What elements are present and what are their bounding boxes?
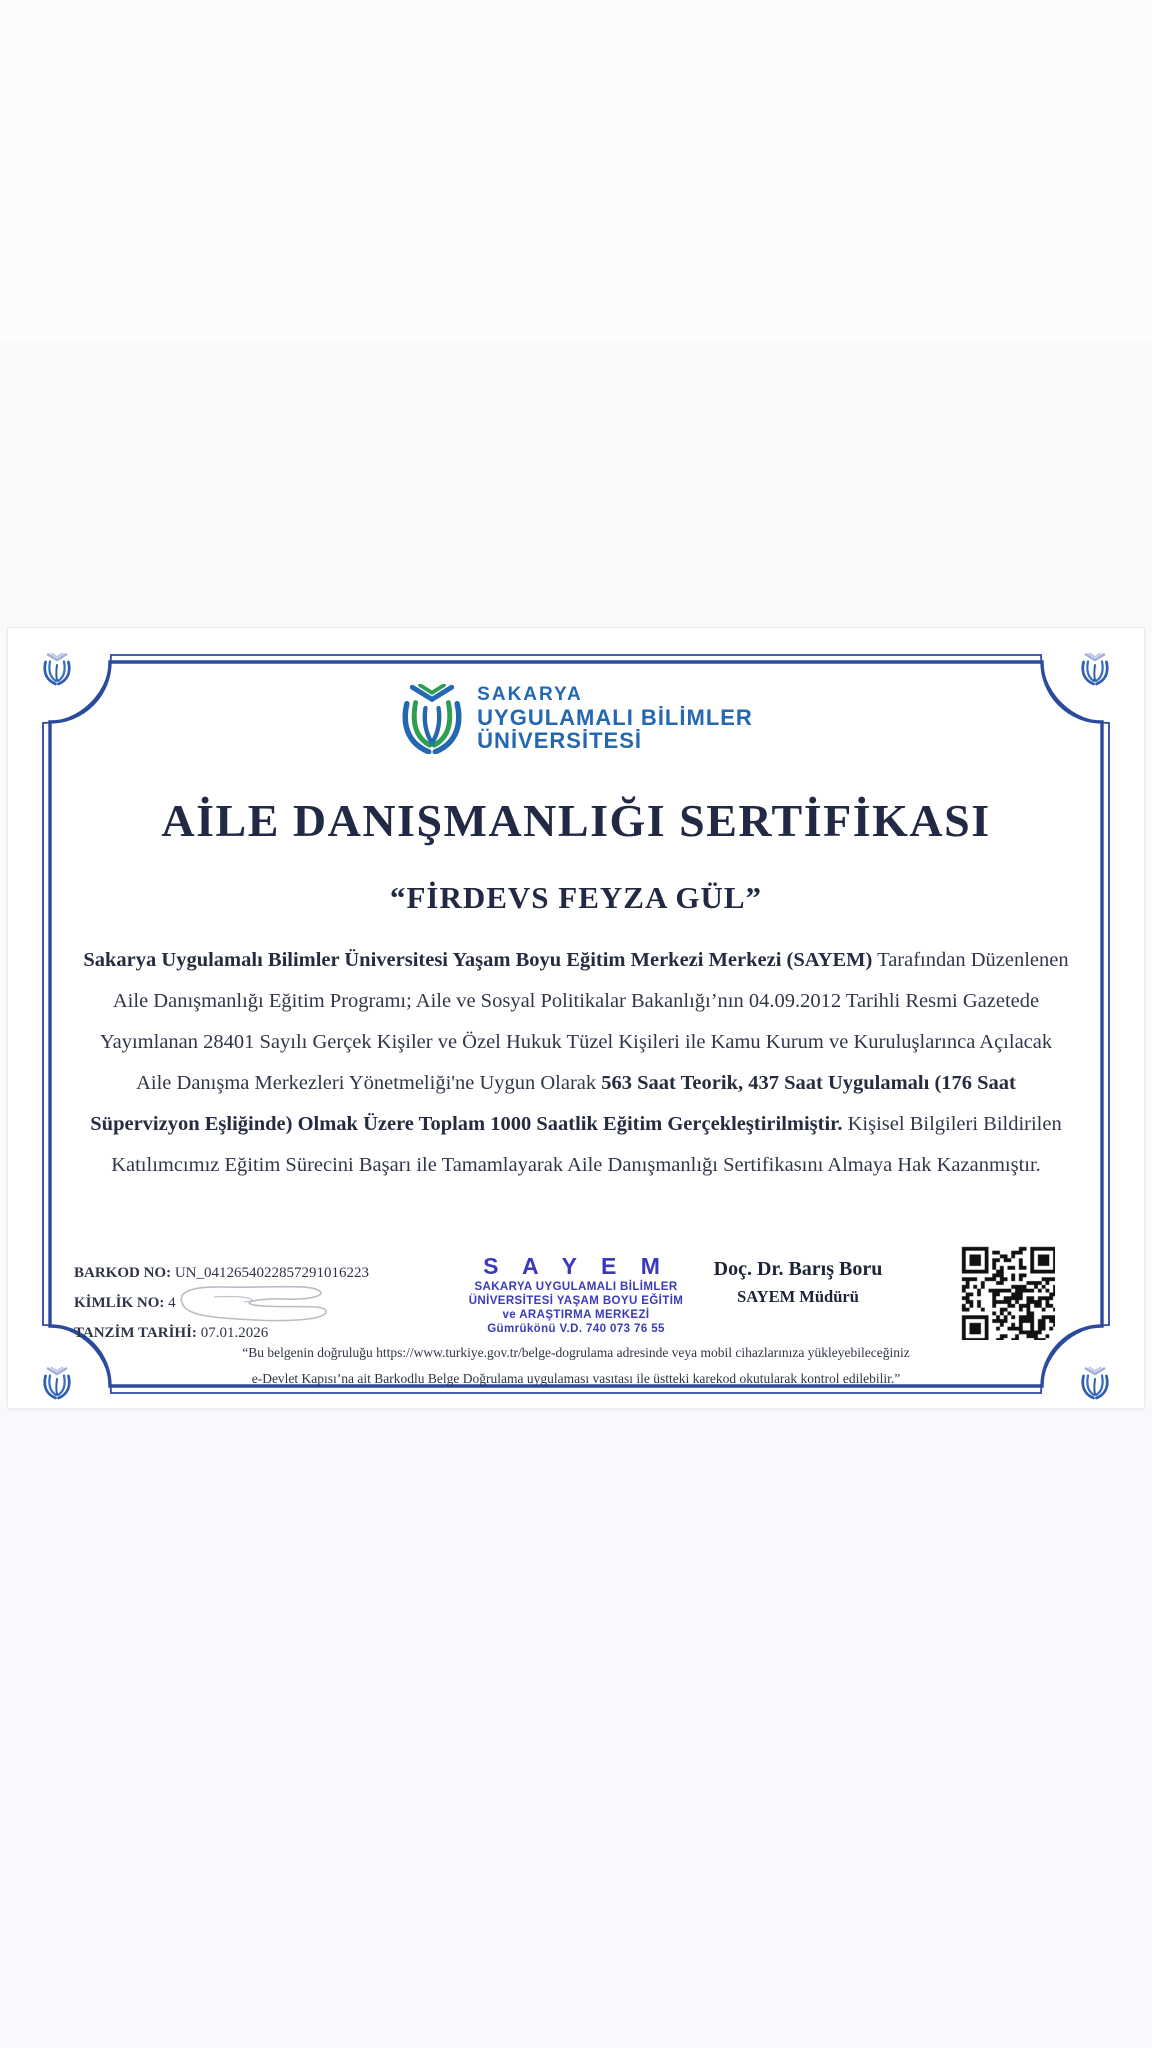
- kimlik-redaction-scribble: [174, 1280, 334, 1324]
- stamp-line2: SAKARYA UYGULAMALI BİLİMLER: [474, 1281, 678, 1294]
- stamp-line4: ve ARAŞTIRMA MERKEZİ: [502, 1309, 650, 1322]
- kimlik-no-row: [74, 1288, 369, 1318]
- tanzim-tarihi-label: TANZİM TARİHİ:: [74, 1325, 197, 1341]
- stamp-sayem-title: S A Y E M: [483, 1253, 669, 1279]
- signature-block: [648, 1258, 948, 1307]
- certificate-body-text: [56, 940, 1096, 1186]
- tanzim-tarihi-value: 07.01.2026: [196, 1325, 269, 1341]
- stamp-line5: Gümrükönü V.D. 740 073 76 55: [487, 1323, 665, 1336]
- body-text-line: Aile Danışmanlığı Eğitim Programı; Aile ve Sosyal Politikalar Bakanlığı’nın 04.09.2012 Tarihli Resmi Gazetede: [112, 990, 1040, 1012]
- barkod-no-value: UN_0412654022857291016223: [171, 1265, 370, 1281]
- verification-qr-code: [960, 1245, 1055, 1340]
- barkod-no-label: BARKOD NO:: [74, 1265, 172, 1281]
- verification-footer-line1: “Bu belgenin doğruluğu https://www.turkiye.gov.tr/belge-dogrulama adresinde veya mobil cihazlarınıza yükleyebileceğiniz: [242, 1345, 910, 1360]
- document-identifiers: [74, 1258, 369, 1348]
- body-text-line: Yayımlanan 28401 Sayılı Gerçek Kişiler ve Özel Hukuk Tüzel Kişileri ile Kamu Kurum ve Kuruluşlarınca Açılacak: [99, 1031, 1053, 1053]
- university-name-line2: UYGULAMALI BİLİMLER: [477, 704, 753, 730]
- verification-footer-line2: e-Devlet Kapısı’na ait Barkodlu Belge Doğrulama uygulaması vasıtası ile üstteki karekod okutularak kontrol edilebilir.”: [251, 1371, 901, 1386]
- body-text-line: Aile Danışma Merkezleri Yönetmeliği'ne Uygun Olarak 563 Saat Teorik, 437 Saat Uygulamalı (176 Saat: [136, 1072, 1016, 1094]
- university-name: [477, 685, 753, 753]
- stamp-line3: ÜNİVERSİTESİ YAŞAM BOYU EĞİTİM: [468, 1295, 684, 1308]
- body-text-line: Sakarya Uygulamalı Bilimler Üniversitesi Yaşam Boyu Eğitim Merkezi Merkezi (SAYEM) Tarafından Düzenlenen: [83, 949, 1069, 971]
- certificate-document: [8, 628, 1144, 1408]
- body-text-line: Süpervizyon Eşliğinde) Olmak Üzere Toplam 1000 Saatlik Eğitim Gerçekleştirilmiştir. Kişisel Bilgileri Bildirilen: [90, 1113, 1062, 1135]
- recipient-name: “FİRDEVS FEYZA GÜL”: [389, 880, 763, 915]
- university-tulip-icon: [399, 684, 465, 754]
- body-text-line: Katılımcımız Eğitim Sürecini Başarı ile Tamamlayarak Aile Danışmanlığı Sertifikasını Almaya Hak Kazanmıştır.: [111, 1154, 1041, 1176]
- signatory-name: Doç. Dr. Barış Boru: [713, 1258, 883, 1280]
- university-logo: [8, 684, 1144, 754]
- kimlik-no-value: 4: [164, 1295, 176, 1311]
- background-bottom-band: [0, 1408, 1152, 2048]
- university-name-line1: SAKARYA: [477, 683, 583, 705]
- kimlik-no-label: KİMLİK NO:: [74, 1295, 165, 1311]
- certificate-title: AİLE DANIŞMANLIĞI SERTİFİKASI: [161, 795, 991, 846]
- verification-footer: [8, 1340, 1144, 1392]
- university-name-line3: ÜNİVERSİTESİ: [477, 728, 642, 754]
- signatory-title: SAYEM Müdürü: [737, 1287, 859, 1306]
- background-top-band: [0, 0, 1152, 340]
